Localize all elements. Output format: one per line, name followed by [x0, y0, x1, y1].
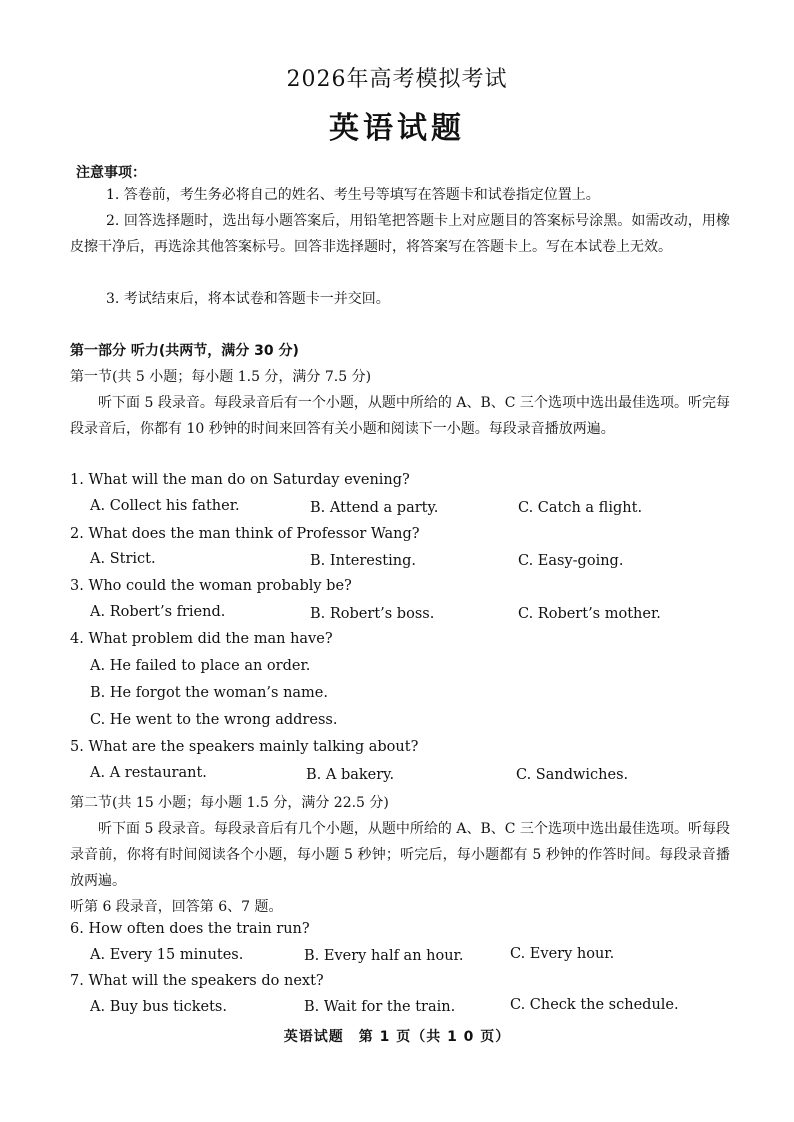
question-1-stem: 1. What will the man do on Saturday evening? — [70, 472, 410, 488]
question-7-option-c: C. Check the schedule. — [510, 997, 679, 1013]
question-3-option-c: C. Robert’s mother. — [518, 606, 661, 622]
question-2-option-b: B. Interesting. — [310, 553, 416, 569]
page-footer: 英语试题 第 1 页（共 1 0 页） — [283, 1029, 511, 1045]
audio6-instruction: 听第 6 段录音，回答第 6、7 题。 — [70, 899, 283, 915]
question-3-stem: 3. Who could the woman probably be? — [70, 578, 352, 594]
section1-intro: 听下面 5 段录音。每段录音后有一个小题，从题中所给的 A、B、C 三个选项中选出最佳选项。听完每段录音后，你都有 10 秒钟的时间来回答有关小题和阅读下一小题。每段录音播放两遍。 — [70, 395, 730, 437]
question-5-stem: 5. What are the speakers mainly talking about? — [70, 739, 419, 755]
question-7-option-a: A. Buy bus tickets. — [90, 999, 227, 1015]
note-item-1: 1. 答卷前，考生务必将自己的姓名、考生号等填写在答题卡和试卷指定位置上。 — [106, 187, 600, 203]
section2-title: 第二节(共 15 小题；每小题 1.5 分，满分 22.5 分) — [70, 795, 389, 811]
question-2-option-c: C. Easy-going. — [518, 553, 624, 569]
question-5-option-a: A. A restaurant. — [90, 765, 207, 781]
question-4-stem: 4. What problem did the man have? — [70, 631, 333, 647]
question-6-stem: 6. How often does the train run? — [70, 921, 310, 937]
question-6-option-a: A. Every 15 minutes. — [90, 947, 244, 963]
question-5-option-c: C. Sandwiches. — [516, 767, 629, 783]
question-1-option-b: B. Attend a party. — [310, 500, 439, 516]
question-1-option-c: C. Catch a flight. — [518, 500, 643, 516]
question-6-option-b: B. Every half an hour. — [304, 948, 464, 964]
question-1-option-a: A. Collect his father. — [90, 498, 240, 514]
question-2-stem: 2. What does the man think of Professor Wang? — [70, 526, 420, 542]
note-item-2: 2. 回答选择题时，选出每小题答案后，用铅笔把答题卡上对应题目的答案标号涂黑。如需改动，用橡皮擦干净后，再选涂其他答案标号。回答非选择题时，将答案写在答题卡上。写在本试卷上无效。 — [70, 213, 730, 255]
question-3-option-a: A. Robert’s friend. — [90, 604, 226, 620]
exam-title: 2026年高考模拟考试 — [286, 67, 508, 92]
question-4-option-c: C. He went to the wrong address. — [90, 712, 338, 728]
question-4-option-a: A. He failed to place an order. — [90, 658, 311, 674]
question-5-option-b: B. A bakery. — [306, 767, 395, 783]
notes-heading: 注意事项： — [76, 165, 146, 181]
question-2-option-a: A. Strict. — [90, 551, 156, 567]
question-6-option-c: C. Every hour. — [510, 946, 615, 962]
question-7-stem: 7. What will the speakers do next? — [70, 973, 324, 989]
note-item-3: 3. 考试结束后，将本试卷和答题卡一并交回。 — [106, 291, 390, 307]
question-4-option-b: B. He forgot the woman’s name. — [90, 685, 328, 701]
question-7-option-b: B. Wait for the train. — [304, 999, 456, 1015]
question-3-option-b: B. Robert’s boss. — [310, 606, 435, 622]
part1-title: 第一部分 听力(共两节，满分 30 分) — [70, 343, 299, 359]
subject-title: 英语试题 — [329, 111, 465, 146]
section2-intro: 听下面 5 段录音。每段录音后有几个小题，从题中所给的 A、B、C 三个选项中选出最佳选项。听每段录音前，你将有时间阅读各个小题，每小题 5 秒钟；听完后，每小题都有 5 秒钟的作答时间。每段录音播放两遍。 — [70, 821, 730, 889]
section1-title: 第一节(共 5 小题；每小题 1.5 分，满分 7.5 分) — [70, 369, 372, 385]
